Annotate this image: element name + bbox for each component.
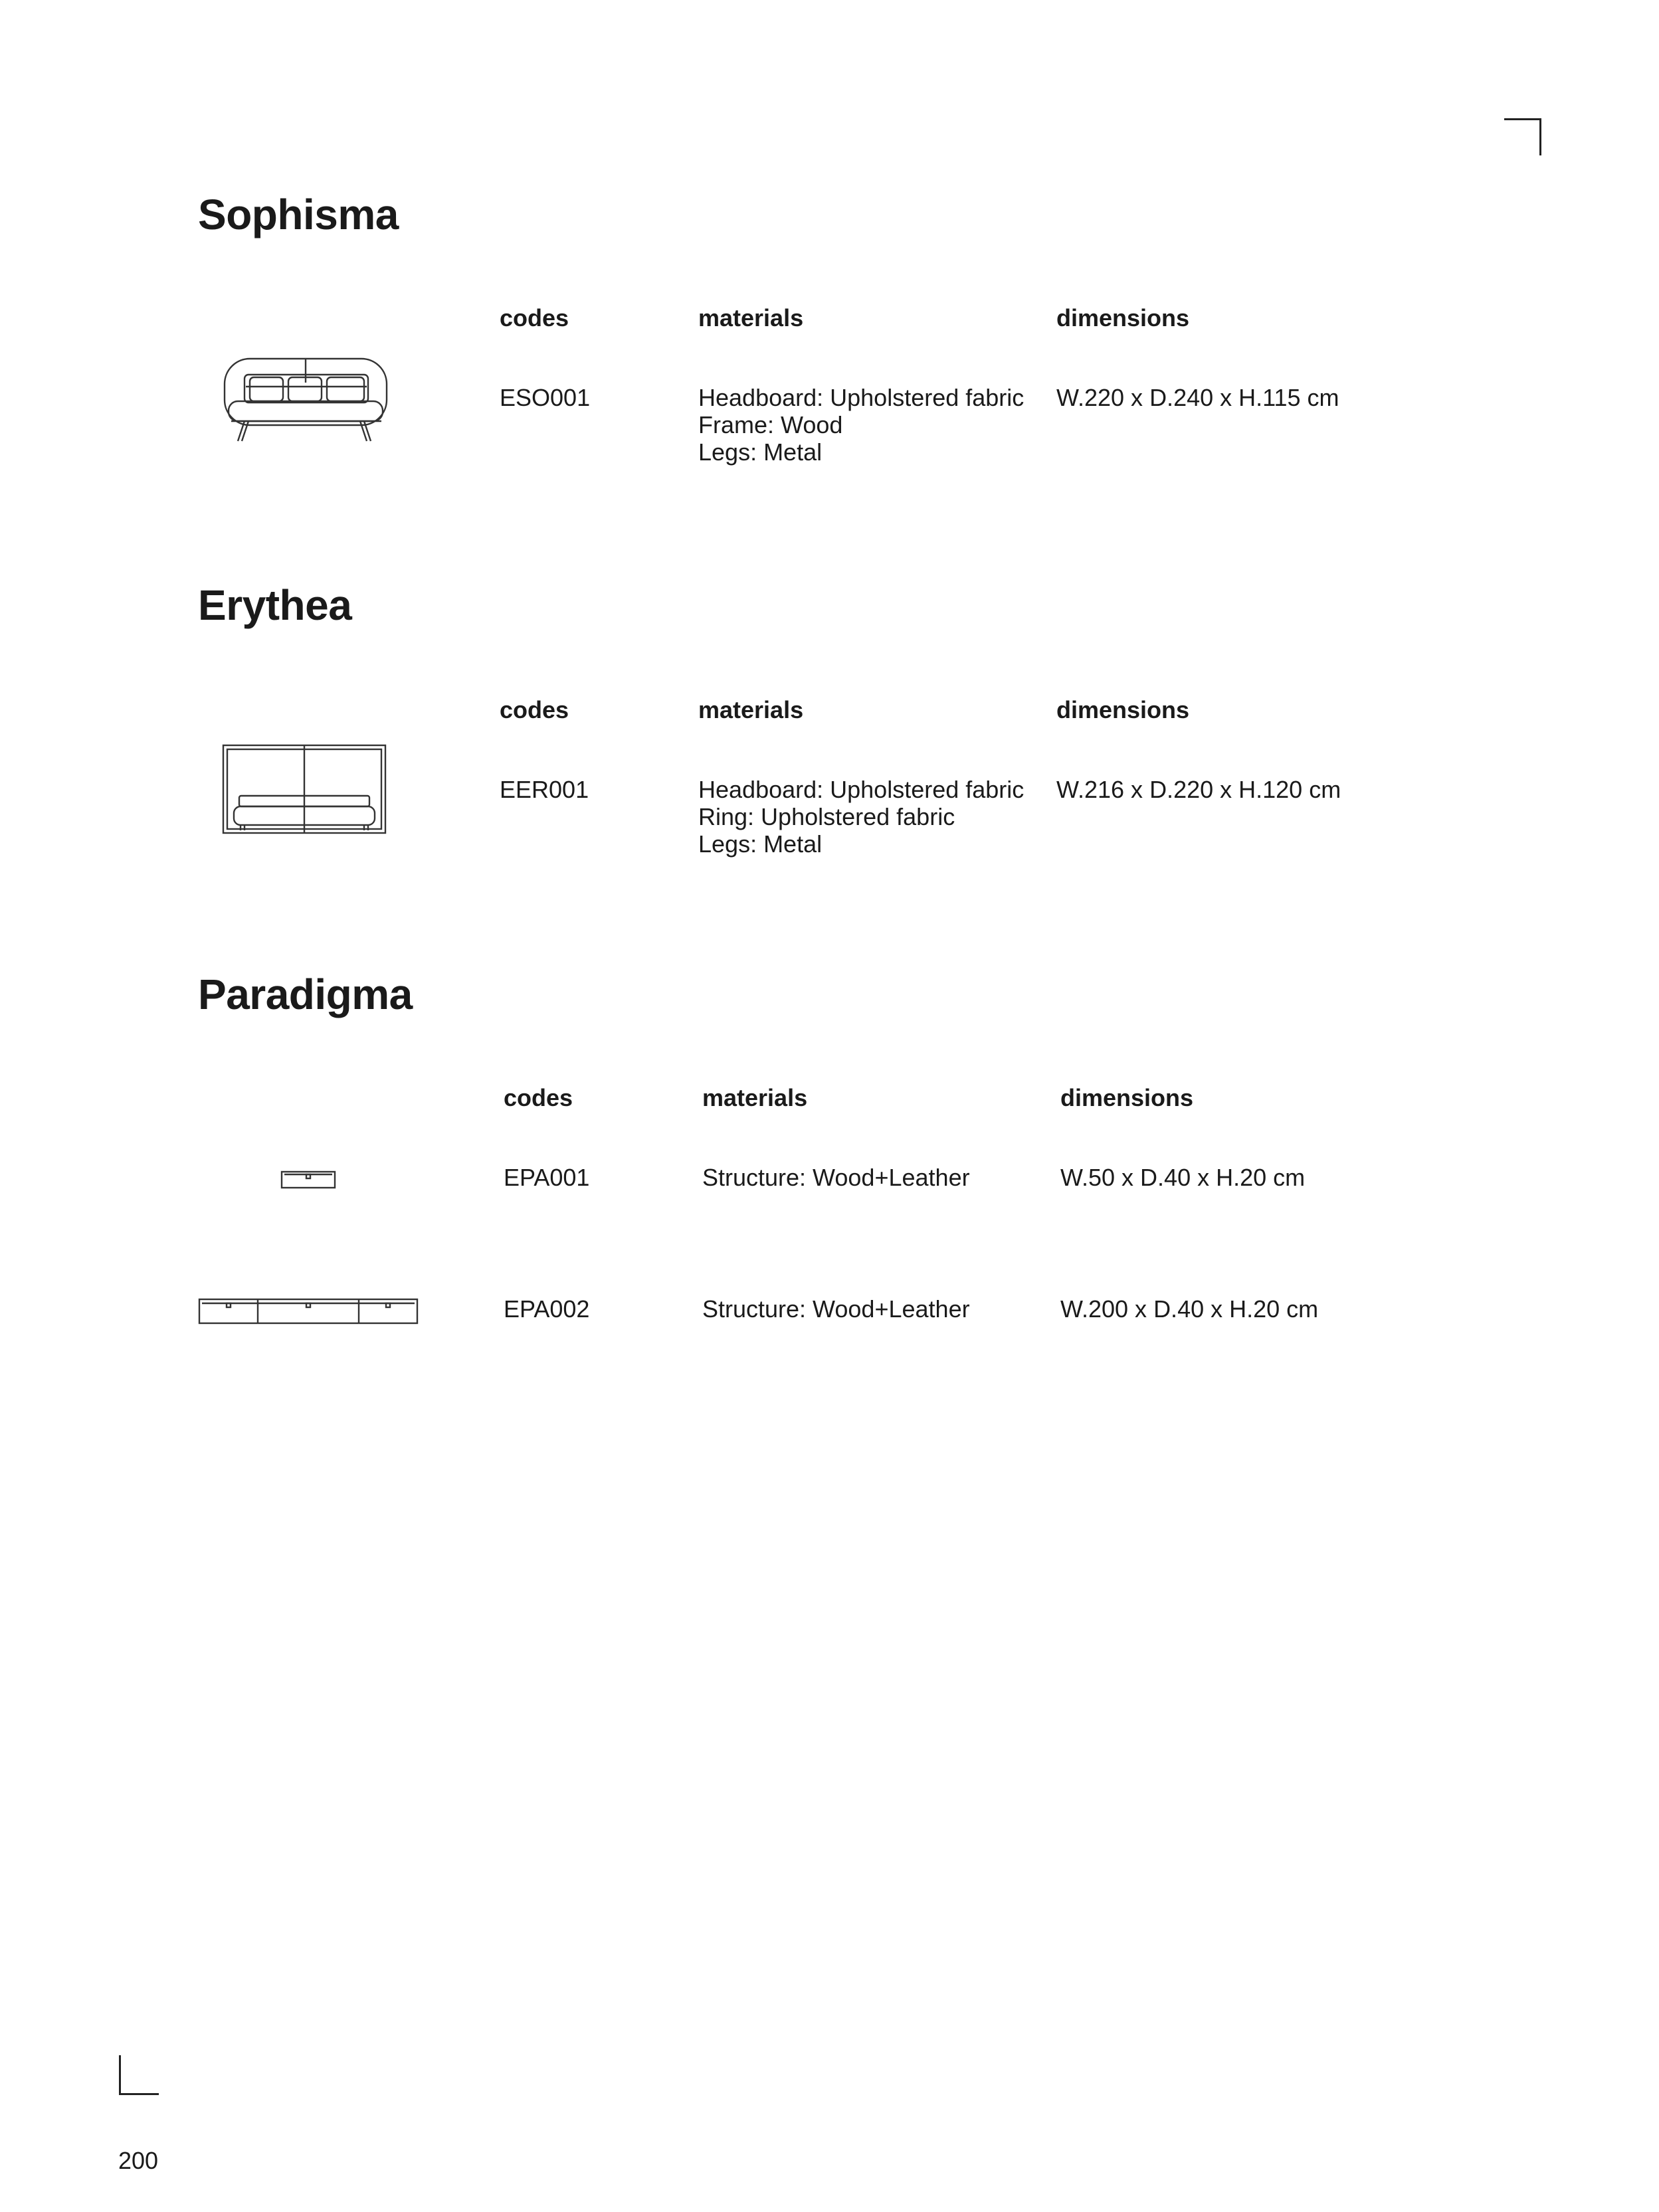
dimensions-header: dimensions bbox=[1056, 304, 1190, 331]
shelf-long-drawing bbox=[197, 1295, 420, 1327]
material-line: Ring: Upholstered fabric bbox=[698, 803, 955, 830]
dimensions-header: dimensions bbox=[1056, 696, 1190, 723]
material-line: Legs: Metal bbox=[698, 830, 823, 858]
product-title: Sophisma bbox=[198, 191, 399, 238]
product-code: ESO001 bbox=[500, 384, 591, 411]
codes-header: codes bbox=[500, 304, 569, 331]
product-dimensions: W.200 x D.40 x H.20 cm bbox=[1060, 1295, 1319, 1323]
corner-mark-bottom-left bbox=[119, 2055, 159, 2095]
bed-sophisma-drawing bbox=[219, 352, 392, 445]
material-line: Structure: Wood+Leather bbox=[702, 1164, 970, 1191]
product-dimensions: W.50 x D.40 x H.20 cm bbox=[1060, 1164, 1306, 1191]
product-dimensions: W.220 x D.240 x H.115 cm bbox=[1056, 384, 1339, 411]
materials-header: materials bbox=[698, 696, 804, 723]
product-title: Paradigma bbox=[198, 970, 413, 1018]
product-title: Erythea bbox=[198, 581, 352, 629]
material-line: Headboard: Upholstered fabric bbox=[698, 384, 1025, 411]
material-line: Headboard: Upholstered fabric bbox=[698, 776, 1025, 803]
codes-header: codes bbox=[500, 696, 569, 723]
material-line: Frame: Wood bbox=[698, 411, 843, 438]
material-line: Legs: Metal bbox=[698, 438, 823, 466]
product-code: EPA002 bbox=[504, 1295, 590, 1323]
product-code: EER001 bbox=[500, 776, 589, 803]
dimensions-header: dimensions bbox=[1060, 1084, 1194, 1111]
corner-mark-top-right bbox=[1504, 118, 1541, 155]
materials-list bbox=[702, 1295, 970, 1323]
codes-header: codes bbox=[504, 1084, 573, 1111]
materials-list bbox=[702, 1164, 970, 1191]
shelf-small-drawing bbox=[279, 1168, 338, 1192]
materials-header: materials bbox=[698, 304, 804, 331]
material-line: Structure: Wood+Leather bbox=[702, 1295, 970, 1323]
product-dimensions: W.216 x D.220 x H.120 cm bbox=[1056, 776, 1341, 803]
materials-list bbox=[698, 384, 1024, 466]
page-number: 200 bbox=[118, 2147, 159, 2174]
product-code: EPA001 bbox=[504, 1164, 590, 1191]
materials-list bbox=[698, 776, 1024, 858]
bed-erythea-drawing bbox=[221, 743, 388, 836]
materials-header: materials bbox=[702, 1084, 808, 1111]
